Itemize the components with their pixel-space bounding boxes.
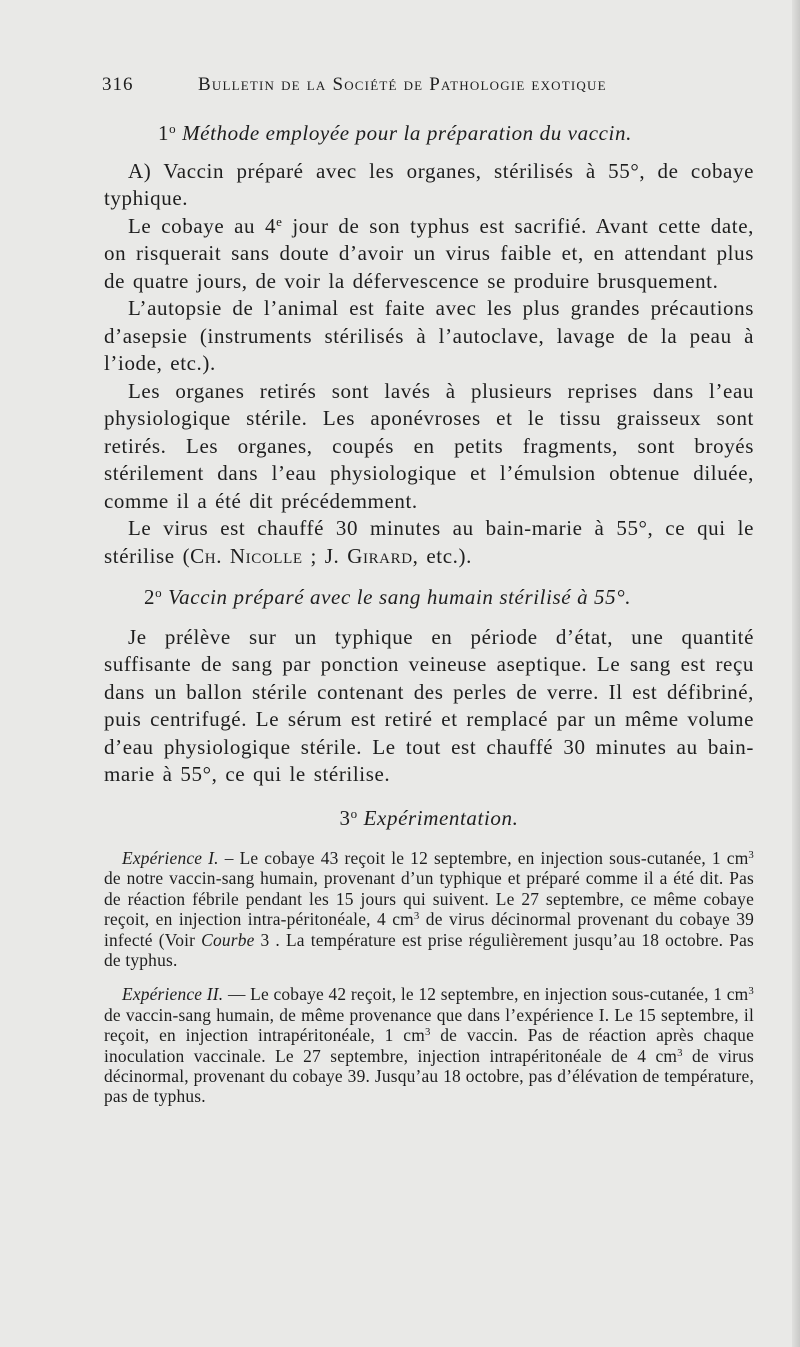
running-title: Bulletin de la Société de Pathologie exotique [198, 74, 607, 95]
section-3-number: 3 [339, 805, 351, 830]
section-2-text [104, 624, 754, 789]
paragraph-cobaye-sacrifie: Le cobaye au 4e jour de son typhus est sacrifié. Avant cette date, on risquerait sans doute d’avoir un virus faible et, en attendant plus de quatre jours, de voir la défervescence se produire brusquement. [104, 213, 754, 293]
section-3-title: Expérimentation. [363, 805, 519, 830]
section-2-title: Vaccin préparé avec le sang humain stérilisé à 55°. [168, 585, 632, 609]
experience-2-label: Expérience II. [122, 984, 224, 1005]
paragraph-organes-retires: Les organes retirés sont lavés à plusieurs reprises dans l’eau physiologique stérile. Les aponévroses et le tissu graisseux sont retirés. Les organes, coupés en petits fragments, sont broyés stérilement dans l’eau physiologique et l’émulsion obtenue diluée, comme il a été dit précédemment. [104, 378, 754, 513]
paragraph-experience-2: Expérience II. — Le cobaye 42 reçoit, le 12 septembre, en injection sous-cutanée, 1 $cm^3$ de vaccin-sang humain, de même provenance que dans l’expérience I. Le 15 septembre, il reçoit, en injection intrapéritonéale, 1 $cm^3$ de vaccin. Pas de réaction après chaque inoculation vaccinale. Le 27 septembre, injection intrapéritonéale de 4 $cm^3$ de virus décinormal, provenant du cobaye 39. Jusqu’au 18 octobre, pas d’élévation de température, pas de typhus. [104, 984, 754, 1107]
section-1-heading: 1$^o$ Méthode employée pour la préparation du vaccin. [158, 120, 632, 145]
section-1-text [104, 158, 754, 571]
section-3-text [104, 848, 754, 1107]
courbe-reference: Courbe [201, 929, 255, 950]
running-header [102, 74, 754, 104]
section-1-number: 1 [158, 121, 170, 145]
citation-girard: Girard [347, 543, 413, 568]
citation-nicolle: Ch. Nicolle [190, 543, 303, 568]
section-1-title: Méthode employée pour la préparation du vaccin. [182, 121, 632, 145]
paragraph-experience-1: Expérience I. – Le cobaye 43 reçoit le 12 septembre, en injection sous-cutanée, 1 $cm^3$ de notre vaccin-sang humain, provenant d’un typhique et préparé comme il a été dit. Pas de réaction fébrile pendant les 15 jours qui suivent. Le 27 septembre, ce même cobaye reçoit, en injection intra-péritonéale, 4 $cm^3$ de virus décinormal provenant du cobaye 39 infecté (Voir Courbe 3 . La température est prise régulièrement jusqu’au 18 octobre. Pas de typhus. [104, 848, 755, 971]
page-body [104, 120, 754, 1121]
paragraph-vaccin-organes: A) Vaccin préparé avec les organes, stérilisés à 55°, de cobaye typhique. [104, 158, 754, 210]
paragraph-prelevement-sang: Je prélève sur un typhique en période d’état, une quantité suffisante de sang par ponction veineuse aseptique. Le sang est reçu dans un ballon stérile contenant des perles de verre. Il est défibriné, puis centrifugé. Le sérum est retiré et remplacé par un même volume d’eau physiologique stérile. Le tout est chauffé 30 minutes au bain-marie à 55°, ce qui le stérilise. [104, 624, 754, 786]
paragraph-autopsie: L’autopsie de l’animal est faite avec les plus grandes précautions d’asepsie (instruments stérilisés à l’autoclave, lavage de la peau à l’iode, etc.). [104, 296, 754, 375]
section-3-heading: 3$^o$ Expérimentation. [339, 805, 519, 830]
page-number: 316 [102, 74, 134, 95]
paragraph-virus-chauffe: Le virus est chauffé 30 minutes au bain-marie à 55°, ce qui le stérilise (Ch. Nicolle ; J. Girard, etc.). [104, 516, 754, 568]
section-2-number: 2 [144, 585, 156, 609]
section-2-heading: 2$^o$ Vaccin préparé avec le sang humain stérilisé à 55°. [144, 584, 632, 609]
experience-1-label: Expérience I. [122, 848, 219, 868]
page-spine-shadow [792, 0, 800, 1347]
